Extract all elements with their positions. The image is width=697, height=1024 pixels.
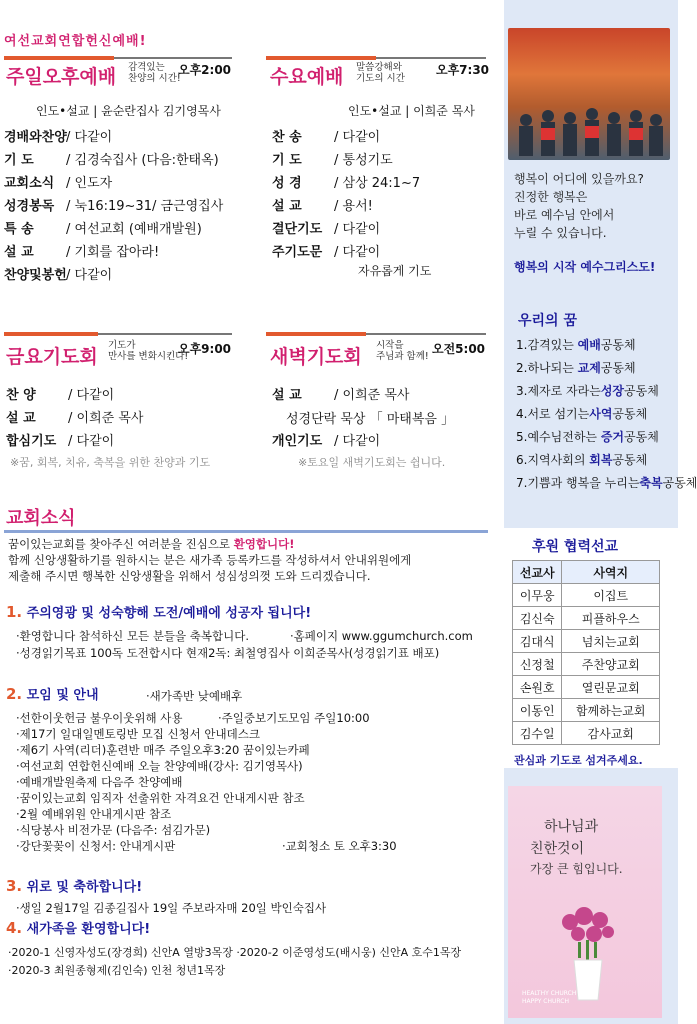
order-value: / 다같이 bbox=[334, 245, 381, 260]
group-photo bbox=[508, 28, 670, 160]
verse-card bbox=[508, 786, 662, 1018]
order-label: 합심기도 bbox=[6, 434, 57, 449]
order-row bbox=[4, 172, 112, 191]
mission-cell: 열린문교회 bbox=[562, 676, 660, 699]
friday-note: ※꿈, 회복, 치유, 축복을 위한 찬양과 기도 bbox=[10, 456, 211, 469]
news-line: ·홈페이지 www.ggumchurch.com bbox=[290, 629, 473, 643]
mission-row bbox=[513, 699, 660, 722]
mission-cell: 이무웅 bbox=[513, 584, 562, 607]
card-small: HAPPY CHURCH bbox=[522, 998, 569, 1005]
order-value: / 용서! bbox=[334, 199, 373, 214]
dawn-row: 설 교 / 이희준 목사 bbox=[272, 388, 410, 403]
dream-item: 3.제자로 자라는성장공동체 bbox=[516, 384, 659, 398]
order-label: 성경봉독 bbox=[4, 199, 55, 214]
card-line: 친한것이 bbox=[530, 841, 585, 857]
order-label: 특 송 bbox=[4, 222, 34, 237]
order-value: / 다같이 bbox=[68, 388, 115, 403]
news-list-item: ·꿈이있는교회 임직자 선출위한 자격요건 안내게시판 참조 bbox=[16, 791, 305, 805]
order-row bbox=[272, 172, 420, 191]
mission-row bbox=[513, 722, 660, 745]
sunday-leaders: 인도•설교 | 윤순란집사 김기영목사 bbox=[36, 104, 221, 118]
dream-title: 우리의 꿈 bbox=[518, 313, 577, 329]
order-label: 찬 송 bbox=[272, 130, 302, 145]
news-list-item: ·강단꽃꽂이 신청서: 안내게시판 bbox=[16, 839, 176, 853]
news-line: ·환영합니다 참석하신 모든 분들을 축복합니다. bbox=[16, 629, 250, 643]
dawn-bible: 성경단락 묵상 「 마태복음 」 bbox=[286, 412, 455, 427]
mission-cell: 신정철 bbox=[513, 653, 562, 676]
news-line: ·새가족반 낮예배후 bbox=[146, 689, 243, 703]
mission-row bbox=[513, 607, 660, 630]
order-value: / 김경숙집사 (다음:한태옥) bbox=[66, 153, 219, 168]
order-row bbox=[4, 195, 223, 214]
order-row bbox=[6, 407, 143, 426]
order-value: / 다같이 bbox=[334, 222, 381, 237]
order-label: 찬양및봉헌 bbox=[4, 268, 67, 283]
order-row bbox=[6, 430, 114, 449]
order-value: / 다같이 bbox=[68, 434, 115, 449]
mission-cell: 이동인 bbox=[513, 699, 562, 722]
news-list-item: ·예배개발원축제 다음주 찬양예배 bbox=[16, 775, 183, 789]
order-row bbox=[4, 218, 202, 237]
mission-cell: 피플하우스 bbox=[562, 607, 660, 630]
dawn-row: 개인기도 / 다같이 bbox=[272, 434, 381, 449]
mission-cell: 넘치는교회 bbox=[562, 630, 660, 653]
wednesday-note: 자유롭게 기도 bbox=[358, 264, 432, 278]
order-row bbox=[272, 195, 373, 214]
sidebar-caption-bold: 행복의 시작 예수그리스도! bbox=[514, 260, 656, 274]
news-line: ·주일중보기도모임 주일10:00 bbox=[218, 711, 370, 725]
friday-sub: 기도가 만사를 변화시킨다! bbox=[108, 340, 189, 362]
friday-time: 오후9:00 bbox=[178, 342, 232, 356]
sunday-title: 주일오후예배 bbox=[6, 66, 117, 88]
sidebar bbox=[504, 0, 697, 1024]
news-list-item: ·식당봉사 비전가문 (다음주: 섬김가문) bbox=[16, 823, 211, 837]
divider bbox=[266, 332, 366, 336]
news-list-item: ·제17기 일대일멘토링반 모집 신청서 안내데스크 bbox=[16, 727, 260, 741]
dawn-title: 새벽기도회 bbox=[270, 346, 362, 368]
order-value: / 다같이 bbox=[66, 130, 113, 145]
wednesday-time: 오후7:30 bbox=[436, 63, 490, 77]
mission-row bbox=[513, 676, 660, 699]
order-label: 설 교 bbox=[6, 411, 36, 426]
mission-header: 사역지 bbox=[562, 561, 660, 584]
mission-note: 관심과 기도로 섬겨주세요. bbox=[514, 754, 643, 767]
order-label: 기 도 bbox=[4, 153, 34, 168]
friday-title: 금요기도회 bbox=[6, 346, 98, 368]
dream-item: 2.하나되는 교제공동체 bbox=[516, 361, 636, 375]
order-value: / 통성기도 bbox=[334, 153, 393, 168]
order-label: 교회소식 bbox=[4, 176, 55, 191]
order-row bbox=[272, 241, 380, 260]
news-section-title: 3. 위로 및 축하합니다! bbox=[6, 877, 143, 895]
news-list-item: ·선한이웃헌금 불우이웃위해 사용 bbox=[16, 711, 183, 725]
dawn-sub: 시작을 주님과 함께! bbox=[376, 340, 429, 362]
news-line: ·2020-3 최원종형제(김인숙) 인천 청년1목장 bbox=[8, 964, 226, 977]
news-list-item: ·2월 예배위원 안내게시판 참조 bbox=[16, 807, 172, 821]
card-line: 가장 큰 힘입니다. bbox=[530, 862, 623, 876]
order-value: / 눅16:19~31/ 금근영집사 bbox=[66, 199, 224, 214]
order-value: / 다같이 bbox=[334, 130, 381, 145]
mission-row bbox=[513, 653, 660, 676]
order-value: / 이희준 목사 bbox=[68, 411, 144, 426]
mission-table bbox=[512, 560, 660, 745]
mission-row bbox=[513, 630, 660, 653]
wednesday-leaders: 인도•설교 | 이희준 목사 bbox=[348, 104, 475, 118]
order-label: 주기도문 bbox=[272, 245, 323, 260]
dream-item: 4.서로 섬기는사역공동체 bbox=[516, 407, 648, 421]
order-row bbox=[4, 149, 219, 168]
card-line: 하나님과 bbox=[544, 819, 599, 835]
order-label: 경배와찬양 bbox=[4, 130, 67, 145]
mission-header: 선교사 bbox=[513, 561, 562, 584]
order-row bbox=[272, 126, 380, 145]
divider bbox=[114, 57, 232, 59]
order-label: 결단기도 bbox=[272, 222, 323, 237]
sunday-time: 오후2:00 bbox=[178, 63, 232, 77]
order-row bbox=[272, 149, 393, 168]
wednesday-sub: 말씀강해와 기도의 시간 bbox=[356, 62, 405, 84]
sunday-sub: 감격있는 찬양의 시간! bbox=[128, 62, 181, 84]
news-section-title: 2. 모임 및 안내 bbox=[6, 685, 99, 703]
mission-cell: 김대식 bbox=[513, 630, 562, 653]
mission-cell: 손원호 bbox=[513, 676, 562, 699]
order-value: / 다같이 bbox=[66, 268, 113, 283]
news-intro: 제출해 주시면 행복한 신앙생활을 위해서 성심성의껏 도와 드리겠습니다. bbox=[8, 569, 371, 583]
order-label: 성 경 bbox=[272, 176, 302, 191]
news-line: ·교회청소 토 오후3:30 bbox=[282, 839, 397, 853]
order-row bbox=[272, 218, 380, 237]
order-row bbox=[6, 384, 114, 403]
dawn-note: ※토요일 새벽기도회는 쉽니다. bbox=[298, 456, 446, 469]
mission-cell: 김수일 bbox=[513, 722, 562, 745]
order-value: / 여선교회 (예배개발원) bbox=[66, 222, 202, 237]
order-row bbox=[4, 241, 159, 260]
mission-title: 후원 협력선교 bbox=[532, 539, 619, 555]
order-label: 설 교 bbox=[272, 199, 302, 214]
order-row bbox=[4, 126, 112, 145]
order-label: 찬 양 bbox=[6, 388, 36, 403]
order-row bbox=[4, 264, 112, 283]
sidebar-caption: 행복이 어디에 있을까요? 진정한 행복은 바로 예수님 안에서 누릴 수 있습니다. bbox=[514, 172, 644, 240]
divider bbox=[98, 333, 232, 335]
order-label: 기 도 bbox=[272, 153, 302, 168]
mission-cell: 주찬양교회 bbox=[562, 653, 660, 676]
news-line: ·성경읽기목표 100독 도전합시다 현재2독: 최철영집사 이희준목사(성경읽기표 배포) bbox=[16, 646, 440, 660]
news-intro: 꿈이있는교회를 찾아주신 여러분을 진심으로 환영합니다! bbox=[8, 537, 295, 551]
mission-cell: 감사교회 bbox=[562, 722, 660, 745]
divider bbox=[376, 57, 486, 59]
news-section-title: 4. 새가족을 환영합니다! bbox=[6, 919, 151, 937]
mission-cell: 함께하는교회 bbox=[562, 699, 660, 722]
dream-item: 1.감격있는 예배공동체 bbox=[516, 338, 636, 352]
news-list-item: ·여선교회 연합헌신예배 오늘 찬양예배(강사: 김기영목사) bbox=[16, 759, 303, 773]
divider bbox=[4, 530, 488, 533]
wednesday-title: 수요예배 bbox=[270, 66, 344, 88]
divider bbox=[4, 56, 114, 60]
divider bbox=[366, 333, 486, 335]
mission-cell: 이집트 bbox=[562, 584, 660, 607]
banner-title: 여선교회연합헌신예배! bbox=[4, 34, 147, 49]
news-intro: 함께 신앙생활하기를 원하시는 분은 새가족 등록카드를 작성하셔서 안내위원에게 bbox=[8, 553, 412, 567]
order-label: 설 교 bbox=[4, 245, 34, 260]
divider bbox=[4, 332, 98, 336]
news-list-item: ·제6기 사역(리더)훈련반 매주 주일오후3:20 꿈이있는카페 bbox=[16, 743, 310, 757]
divider bbox=[266, 56, 376, 60]
dream-item: 5.예수님전하는 증거공동체 bbox=[516, 430, 659, 444]
news-title: 교회소식 bbox=[6, 508, 76, 529]
dream-item: 7.기쁨과 행복을 누리는축복공동체 bbox=[516, 476, 697, 490]
order-value: / 기회를 잡아라! bbox=[66, 245, 160, 260]
dream-item: 6.지역사회의 회복공동체 bbox=[516, 453, 648, 467]
news-line: ·2020-1 신영자성도(장경희) 신안A 열방3목장 ·2020-2 이준영성도(배시웅) 신안A 호수1목장 bbox=[8, 946, 462, 959]
mission-cell: 김신숙 bbox=[513, 607, 562, 630]
people-photo-icon bbox=[508, 28, 670, 160]
news-line: ·생일 2월17일 김종길집사 19일 주보라자매 20일 박인숙집사 bbox=[16, 901, 327, 915]
order-value: / 삼상 24:1~7 bbox=[334, 176, 421, 191]
order-value: / 인도자 bbox=[66, 176, 113, 191]
news-section-title: 1. 주의영광 및 성숙향해 도전/예배에 성공자 됩니다! bbox=[6, 603, 312, 621]
mission-row bbox=[513, 584, 660, 607]
card-small: HEALTHY CHURCH bbox=[522, 990, 577, 997]
dawn-time: 오전5:00 bbox=[432, 342, 486, 356]
flower-vase-icon bbox=[558, 904, 618, 1004]
